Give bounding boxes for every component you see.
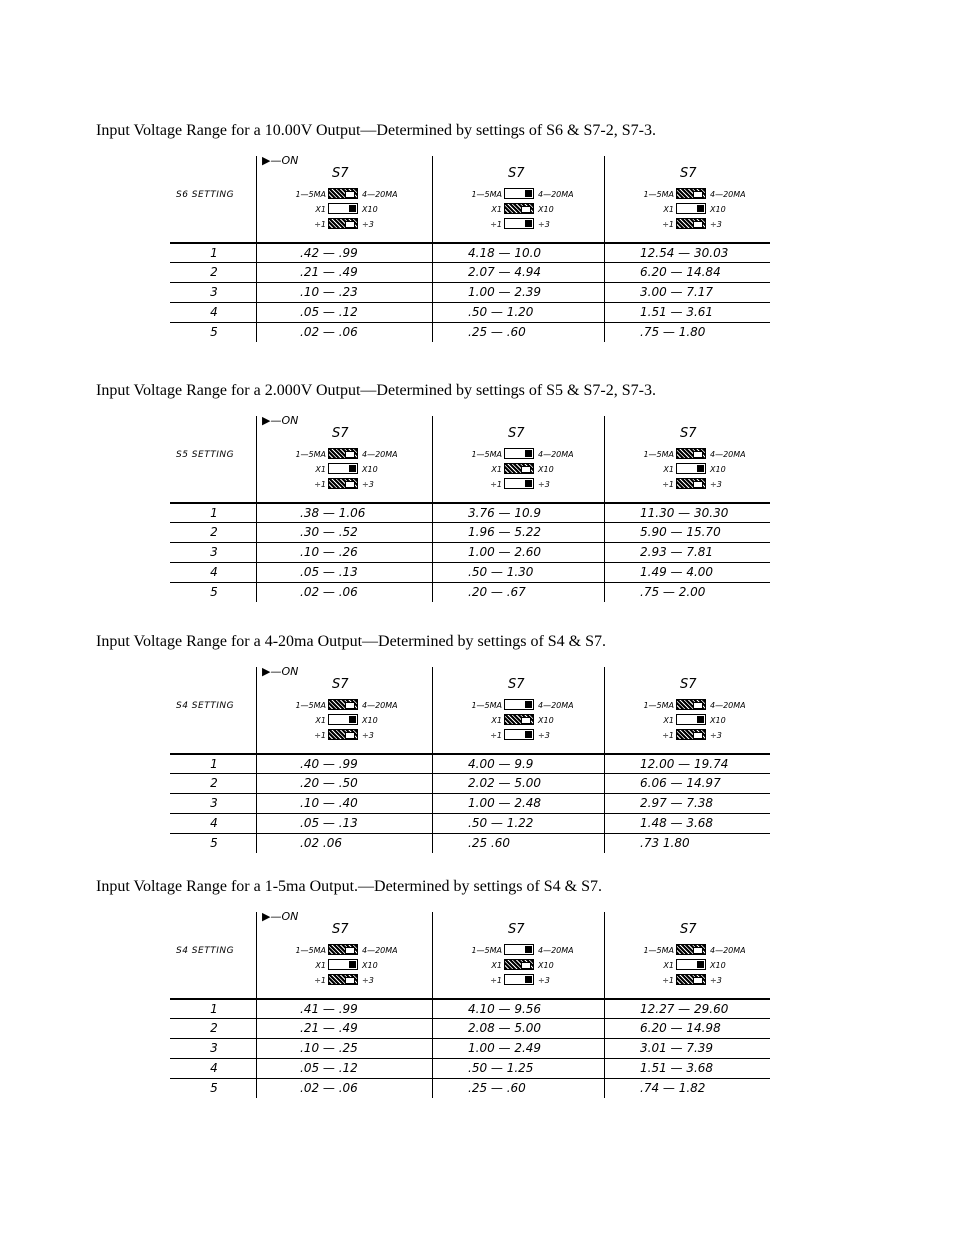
section-title: Input Voltage Range for a 1-5ma Output.—Determined by settings of S4 & S7. xyxy=(96,878,603,895)
switch-toggle xyxy=(504,478,534,489)
table-row xyxy=(170,793,770,813)
range-cell: .41 — .99 xyxy=(300,1002,358,1016)
range-cell: 12.00 — 19.74 xyxy=(640,757,729,771)
setting-number: 3 xyxy=(210,285,218,299)
setting-number: 1 xyxy=(210,246,218,260)
table-row xyxy=(170,282,770,302)
switch-label-left: X1 xyxy=(491,205,502,214)
setting-label: S4 SETTING xyxy=(176,946,235,956)
switch-label-right: X10 xyxy=(362,205,378,214)
switch-row xyxy=(262,218,422,232)
switch-toggle xyxy=(328,944,358,955)
switch-row xyxy=(262,729,422,743)
switch-label-left: ÷1 xyxy=(662,220,674,229)
table-row xyxy=(170,1038,770,1058)
switch-row xyxy=(610,714,770,728)
switch-row xyxy=(438,974,598,988)
switch-row xyxy=(438,699,598,713)
switch-label-right: ÷3 xyxy=(362,480,374,489)
switch-toggle xyxy=(504,944,534,955)
switch-row xyxy=(262,448,422,462)
switch-row xyxy=(438,463,598,477)
switch-toggle xyxy=(504,714,534,725)
switch-name: S7 xyxy=(680,426,697,441)
switch-label-left: X1 xyxy=(315,465,326,474)
range-cell: 2.02 — 5.00 xyxy=(468,776,542,790)
switch-toggle xyxy=(504,203,534,214)
switch-toggle xyxy=(328,478,358,489)
switch-toggle xyxy=(676,218,706,229)
table-section xyxy=(96,633,796,850)
table-row xyxy=(170,522,770,542)
range-cell: .02 — .06 xyxy=(300,325,358,339)
switch-row xyxy=(262,714,422,728)
switch-name: S7 xyxy=(508,922,525,937)
switch-toggle xyxy=(676,974,706,985)
switch-toggle xyxy=(328,188,358,199)
range-cell: 3.01 — 7.39 xyxy=(640,1041,714,1055)
table-row xyxy=(170,1078,770,1098)
switch-row xyxy=(262,463,422,477)
switch-row xyxy=(262,959,422,973)
on-legend: ▶—ON xyxy=(262,910,299,923)
range-cell: .10 — .25 xyxy=(300,1041,358,1055)
range-cell: 2.08 — 5.00 xyxy=(468,1021,542,1035)
switch-toggle xyxy=(676,959,706,970)
switch-toggle xyxy=(328,448,358,459)
range-cell: 12.54 — 30.03 xyxy=(640,246,729,260)
on-legend: ▶—ON xyxy=(262,154,299,167)
range-cell: .50 — 1.20 xyxy=(468,305,534,319)
switch-label-right: 4—20MA xyxy=(362,701,398,710)
range-cell: 2.97 — 7.38 xyxy=(640,796,714,810)
switch-label-right: ÷3 xyxy=(710,976,722,985)
range-cell: 4.10 — 9.56 xyxy=(468,1002,542,1016)
setting-number: 4 xyxy=(210,1061,218,1075)
switch-label-right: X10 xyxy=(710,465,726,474)
range-cell: .74 — 1.82 xyxy=(640,1081,706,1095)
range-cell: .02 .06 xyxy=(300,836,342,850)
switch-toggle xyxy=(676,448,706,459)
settings-table xyxy=(170,912,770,1098)
range-cell: .50 — 1.30 xyxy=(468,565,534,579)
switch-row xyxy=(262,203,422,217)
switch-label-right: X10 xyxy=(538,961,554,970)
switch-label-left: X1 xyxy=(491,716,502,725)
range-cell: 1.00 — 2.60 xyxy=(468,545,542,559)
switch-diagram xyxy=(262,671,422,751)
switch-label-right: X10 xyxy=(710,205,726,214)
table-row xyxy=(170,562,770,582)
switch-diagram xyxy=(262,916,422,996)
switch-toggle xyxy=(328,218,358,229)
switch-label-right: ÷3 xyxy=(538,480,550,489)
table-row xyxy=(170,582,770,602)
switch-name: S7 xyxy=(680,677,697,692)
section-title: Input Voltage Range for a 2.000V Output—Determined by settings of S5 & S7-2, S7-3. xyxy=(96,382,656,399)
switch-label-right: 4—20MA xyxy=(710,946,746,955)
switch-toggle xyxy=(676,463,706,474)
switch-row xyxy=(610,463,770,477)
switch-row xyxy=(610,974,770,988)
range-cell: 2.07 — 4.94 xyxy=(468,265,542,279)
switch-label-left: ÷1 xyxy=(314,731,326,740)
range-cell: 1.00 — 2.48 xyxy=(468,796,542,810)
switch-toggle xyxy=(676,944,706,955)
switch-row xyxy=(438,218,598,232)
range-cell: .10 — .40 xyxy=(300,796,358,810)
range-cell: 2.93 — 7.81 xyxy=(640,545,714,559)
switch-row xyxy=(262,188,422,202)
switch-row xyxy=(438,959,598,973)
settings-table xyxy=(170,416,770,602)
switch-name: S7 xyxy=(332,677,349,692)
switch-label-left: ÷1 xyxy=(490,731,502,740)
switch-row xyxy=(438,478,598,492)
range-cell: .21 — .49 xyxy=(300,1021,358,1035)
switch-label-left: ÷1 xyxy=(490,220,502,229)
switch-label-left: 1—5MA xyxy=(643,701,674,710)
switch-toggle xyxy=(504,959,534,970)
table-row xyxy=(170,773,770,793)
table-rows xyxy=(170,753,770,853)
switch-label-left: ÷1 xyxy=(490,976,502,985)
switch-toggle xyxy=(328,959,358,970)
range-cell: 1.00 — 2.39 xyxy=(468,285,542,299)
range-cell: .02 — .06 xyxy=(300,1081,358,1095)
range-cell: 1.00 — 2.49 xyxy=(468,1041,542,1055)
range-cell: .05 — .13 xyxy=(300,565,358,579)
switch-label-left: ÷1 xyxy=(314,480,326,489)
switch-label-left: 1—5MA xyxy=(643,190,674,199)
switch-label-right: 4—20MA xyxy=(710,190,746,199)
switch-diagram xyxy=(262,160,422,240)
setting-number: 5 xyxy=(210,836,218,850)
switch-toggle xyxy=(504,729,534,740)
switch-label-right: 4—20MA xyxy=(362,946,398,955)
range-cell: .38 — 1.06 xyxy=(300,506,366,520)
range-cell: .73 1.80 xyxy=(640,836,690,850)
setting-number: 5 xyxy=(210,1081,218,1095)
range-cell: .75 — 2.00 xyxy=(640,585,706,599)
switch-label-right: ÷3 xyxy=(538,731,550,740)
table-row xyxy=(170,542,770,562)
range-cell: 1.96 — 5.22 xyxy=(468,525,542,539)
switch-name: S7 xyxy=(680,166,697,181)
switch-label-left: X1 xyxy=(315,716,326,725)
range-cell: .25 .60 xyxy=(468,836,510,850)
switch-label-right: ÷3 xyxy=(362,731,374,740)
table-row xyxy=(170,1018,770,1038)
switch-diagram xyxy=(438,671,598,751)
setting-number: 1 xyxy=(210,1002,218,1016)
switch-label-right: X10 xyxy=(538,716,554,725)
section-title: Input Voltage Range for a 10.00V Output—Determined by settings of S6 & S7-2, S7-3. xyxy=(96,122,656,139)
table-rows xyxy=(170,502,770,602)
switch-label-right: ÷3 xyxy=(710,480,722,489)
setting-number: 5 xyxy=(210,585,218,599)
switch-label-right: X10 xyxy=(710,716,726,725)
switch-row xyxy=(438,714,598,728)
switch-row xyxy=(610,188,770,202)
setting-number: 4 xyxy=(210,816,218,830)
switch-label-left: X1 xyxy=(663,465,674,474)
switch-toggle xyxy=(504,218,534,229)
table-header xyxy=(170,667,770,751)
switch-label-left: 1—5MA xyxy=(471,450,502,459)
switch-toggle xyxy=(504,974,534,985)
on-legend: ▶—ON xyxy=(262,665,299,678)
range-cell: .05 — .12 xyxy=(300,305,358,319)
table-section xyxy=(96,122,796,339)
switch-toggle xyxy=(676,699,706,710)
switch-toggle xyxy=(328,714,358,725)
setting-number: 4 xyxy=(210,565,218,579)
range-cell: 6.06 — 14.97 xyxy=(640,776,721,790)
range-cell: 1.51 — 3.68 xyxy=(640,1061,714,1075)
switch-diagram xyxy=(438,160,598,240)
table-row xyxy=(170,322,770,342)
range-cell: 1.48 — 3.68 xyxy=(640,816,714,830)
switch-diagram xyxy=(438,420,598,500)
switch-label-right: 4—20MA xyxy=(710,701,746,710)
table-rows xyxy=(170,242,770,342)
range-cell: .10 — .23 xyxy=(300,285,358,299)
switch-label-left: ÷1 xyxy=(662,976,674,985)
switch-row xyxy=(438,188,598,202)
table-row xyxy=(170,302,770,322)
switch-toggle xyxy=(504,448,534,459)
setting-label: S6 SETTING xyxy=(176,190,235,200)
range-cell: 12.27 — 29.60 xyxy=(640,1002,729,1016)
table-header xyxy=(170,912,770,996)
range-cell: 6.20 — 14.84 xyxy=(640,265,721,279)
switch-toggle xyxy=(328,463,358,474)
table-row xyxy=(170,813,770,833)
range-cell: .25 — .60 xyxy=(468,1081,526,1095)
range-cell: .05 — .12 xyxy=(300,1061,358,1075)
switch-label-left: X1 xyxy=(315,205,326,214)
range-cell: .02 — .06 xyxy=(300,585,358,599)
table-header xyxy=(170,416,770,500)
switch-label-left: 1—5MA xyxy=(295,946,326,955)
switch-label-left: X1 xyxy=(491,465,502,474)
switch-toggle xyxy=(676,729,706,740)
switch-row xyxy=(438,448,598,462)
switch-diagram xyxy=(610,671,770,751)
switch-diagram xyxy=(610,160,770,240)
setting-label: S4 SETTING xyxy=(176,701,235,711)
switch-label-left: X1 xyxy=(491,961,502,970)
switch-row xyxy=(262,974,422,988)
switch-row xyxy=(610,944,770,958)
setting-number: 3 xyxy=(210,545,218,559)
setting-number: 3 xyxy=(210,1041,218,1055)
table-section xyxy=(96,382,796,599)
switch-toggle xyxy=(504,463,534,474)
switch-label-right: ÷3 xyxy=(538,220,550,229)
switch-label-left: ÷1 xyxy=(314,220,326,229)
settings-table xyxy=(170,156,770,342)
table-row xyxy=(170,833,770,853)
switch-label-left: ÷1 xyxy=(314,976,326,985)
switch-diagram xyxy=(610,916,770,996)
switch-diagram xyxy=(610,420,770,500)
switch-label-left: 1—5MA xyxy=(295,701,326,710)
switch-toggle xyxy=(328,729,358,740)
switch-label-right: X10 xyxy=(362,465,378,474)
table-row xyxy=(170,262,770,282)
setting-number: 3 xyxy=(210,796,218,810)
switch-row xyxy=(262,944,422,958)
switch-name: S7 xyxy=(508,166,525,181)
switch-row xyxy=(610,729,770,743)
switch-label-left: 1—5MA xyxy=(471,190,502,199)
switch-label-left: 1—5MA xyxy=(471,946,502,955)
switch-toggle xyxy=(504,699,534,710)
switch-row xyxy=(610,203,770,217)
range-cell: 4.00 — 9.9 xyxy=(468,757,534,771)
switch-row xyxy=(610,959,770,973)
switch-label-right: X10 xyxy=(538,465,554,474)
table-row xyxy=(170,502,770,522)
switch-row xyxy=(610,478,770,492)
settings-table xyxy=(170,667,770,853)
range-cell: 1.49 — 4.00 xyxy=(640,565,714,579)
table-header xyxy=(170,156,770,240)
table-rows xyxy=(170,998,770,1098)
switch-label-left: X1 xyxy=(663,716,674,725)
table-row xyxy=(170,753,770,773)
switch-label-left: 1—5MA xyxy=(643,946,674,955)
range-cell: .10 — .26 xyxy=(300,545,358,559)
setting-number: 1 xyxy=(210,506,218,520)
range-cell: 5.90 — 15.70 xyxy=(640,525,721,539)
switch-name: S7 xyxy=(332,922,349,937)
switch-label-right: ÷3 xyxy=(710,731,722,740)
switch-label-right: X10 xyxy=(362,961,378,970)
switch-row xyxy=(438,944,598,958)
switch-label-right: 4—20MA xyxy=(538,946,574,955)
range-cell: .42 — .99 xyxy=(300,246,358,260)
table-section xyxy=(96,878,796,1095)
switch-toggle xyxy=(328,699,358,710)
setting-number: 2 xyxy=(210,265,218,279)
setting-number: 2 xyxy=(210,776,218,790)
switch-label-left: X1 xyxy=(315,961,326,970)
switch-toggle xyxy=(676,714,706,725)
switch-name: S7 xyxy=(332,166,349,181)
switch-row xyxy=(438,729,598,743)
switch-name: S7 xyxy=(680,922,697,937)
switch-toggle xyxy=(328,203,358,214)
table-row xyxy=(170,242,770,262)
switch-label-left: ÷1 xyxy=(662,480,674,489)
switch-toggle xyxy=(676,478,706,489)
range-cell: .75 — 1.80 xyxy=(640,325,706,339)
switch-diagram xyxy=(438,916,598,996)
switch-name: S7 xyxy=(332,426,349,441)
table-row xyxy=(170,1058,770,1078)
range-cell: .05 — .13 xyxy=(300,816,358,830)
range-cell: .20 — .50 xyxy=(300,776,358,790)
on-legend: ▶—ON xyxy=(262,414,299,427)
range-cell: .50 — 1.22 xyxy=(468,816,534,830)
setting-number: 2 xyxy=(210,525,218,539)
switch-name: S7 xyxy=(508,426,525,441)
range-cell: .20 — .67 xyxy=(468,585,526,599)
switch-row xyxy=(438,203,598,217)
range-cell: 11.30 — 30.30 xyxy=(640,506,729,520)
switch-label-right: 4—20MA xyxy=(362,190,398,199)
setting-number: 2 xyxy=(210,1021,218,1035)
switch-label-right: X10 xyxy=(538,205,554,214)
switch-label-right: 4—20MA xyxy=(362,450,398,459)
switch-row xyxy=(610,699,770,713)
setting-label: S5 SETTING xyxy=(176,450,235,460)
range-cell: .40 — .99 xyxy=(300,757,358,771)
section-title: Input Voltage Range for a 4-20ma Output—Determined by settings of S4 & S7. xyxy=(96,633,607,650)
switch-label-left: ÷1 xyxy=(490,480,502,489)
range-cell: 3.00 — 7.17 xyxy=(640,285,714,299)
range-cell: 1.51 — 3.61 xyxy=(640,305,714,319)
range-cell: .30 — .52 xyxy=(300,525,358,539)
range-cell: 4.18 — 10.0 xyxy=(468,246,542,260)
switch-name: S7 xyxy=(508,677,525,692)
switch-toggle xyxy=(504,188,534,199)
switch-label-right: X10 xyxy=(710,961,726,970)
switch-row xyxy=(610,218,770,232)
setting-number: 1 xyxy=(210,757,218,771)
switch-label-left: 1—5MA xyxy=(295,190,326,199)
switch-label-right: X10 xyxy=(362,716,378,725)
switch-row xyxy=(262,699,422,713)
setting-number: 4 xyxy=(210,305,218,319)
switch-label-left: ÷1 xyxy=(662,731,674,740)
switch-label-left: X1 xyxy=(663,205,674,214)
switch-toggle xyxy=(328,974,358,985)
switch-row xyxy=(262,478,422,492)
switch-label-left: 1—5MA xyxy=(643,450,674,459)
switch-label-right: ÷3 xyxy=(362,976,374,985)
switch-label-right: 4—20MA xyxy=(710,450,746,459)
switch-diagram xyxy=(262,420,422,500)
switch-label-right: ÷3 xyxy=(538,976,550,985)
switch-row xyxy=(610,448,770,462)
switch-label-left: 1—5MA xyxy=(471,701,502,710)
range-cell: .21 — .49 xyxy=(300,265,358,279)
table-row xyxy=(170,998,770,1018)
range-cell: 3.76 — 10.9 xyxy=(468,506,542,520)
switch-toggle xyxy=(676,188,706,199)
switch-label-right: ÷3 xyxy=(710,220,722,229)
range-cell: .50 — 1.25 xyxy=(468,1061,534,1075)
switch-label-right: 4—20MA xyxy=(538,701,574,710)
setting-number: 5 xyxy=(210,325,218,339)
switch-label-right: 4—20MA xyxy=(538,190,574,199)
switch-toggle xyxy=(676,203,706,214)
range-cell: .25 — .60 xyxy=(468,325,526,339)
switch-label-right: ÷3 xyxy=(362,220,374,229)
switch-label-left: X1 xyxy=(663,961,674,970)
switch-label-right: 4—20MA xyxy=(538,450,574,459)
range-cell: 6.20 — 14.98 xyxy=(640,1021,721,1035)
switch-label-left: 1—5MA xyxy=(295,450,326,459)
